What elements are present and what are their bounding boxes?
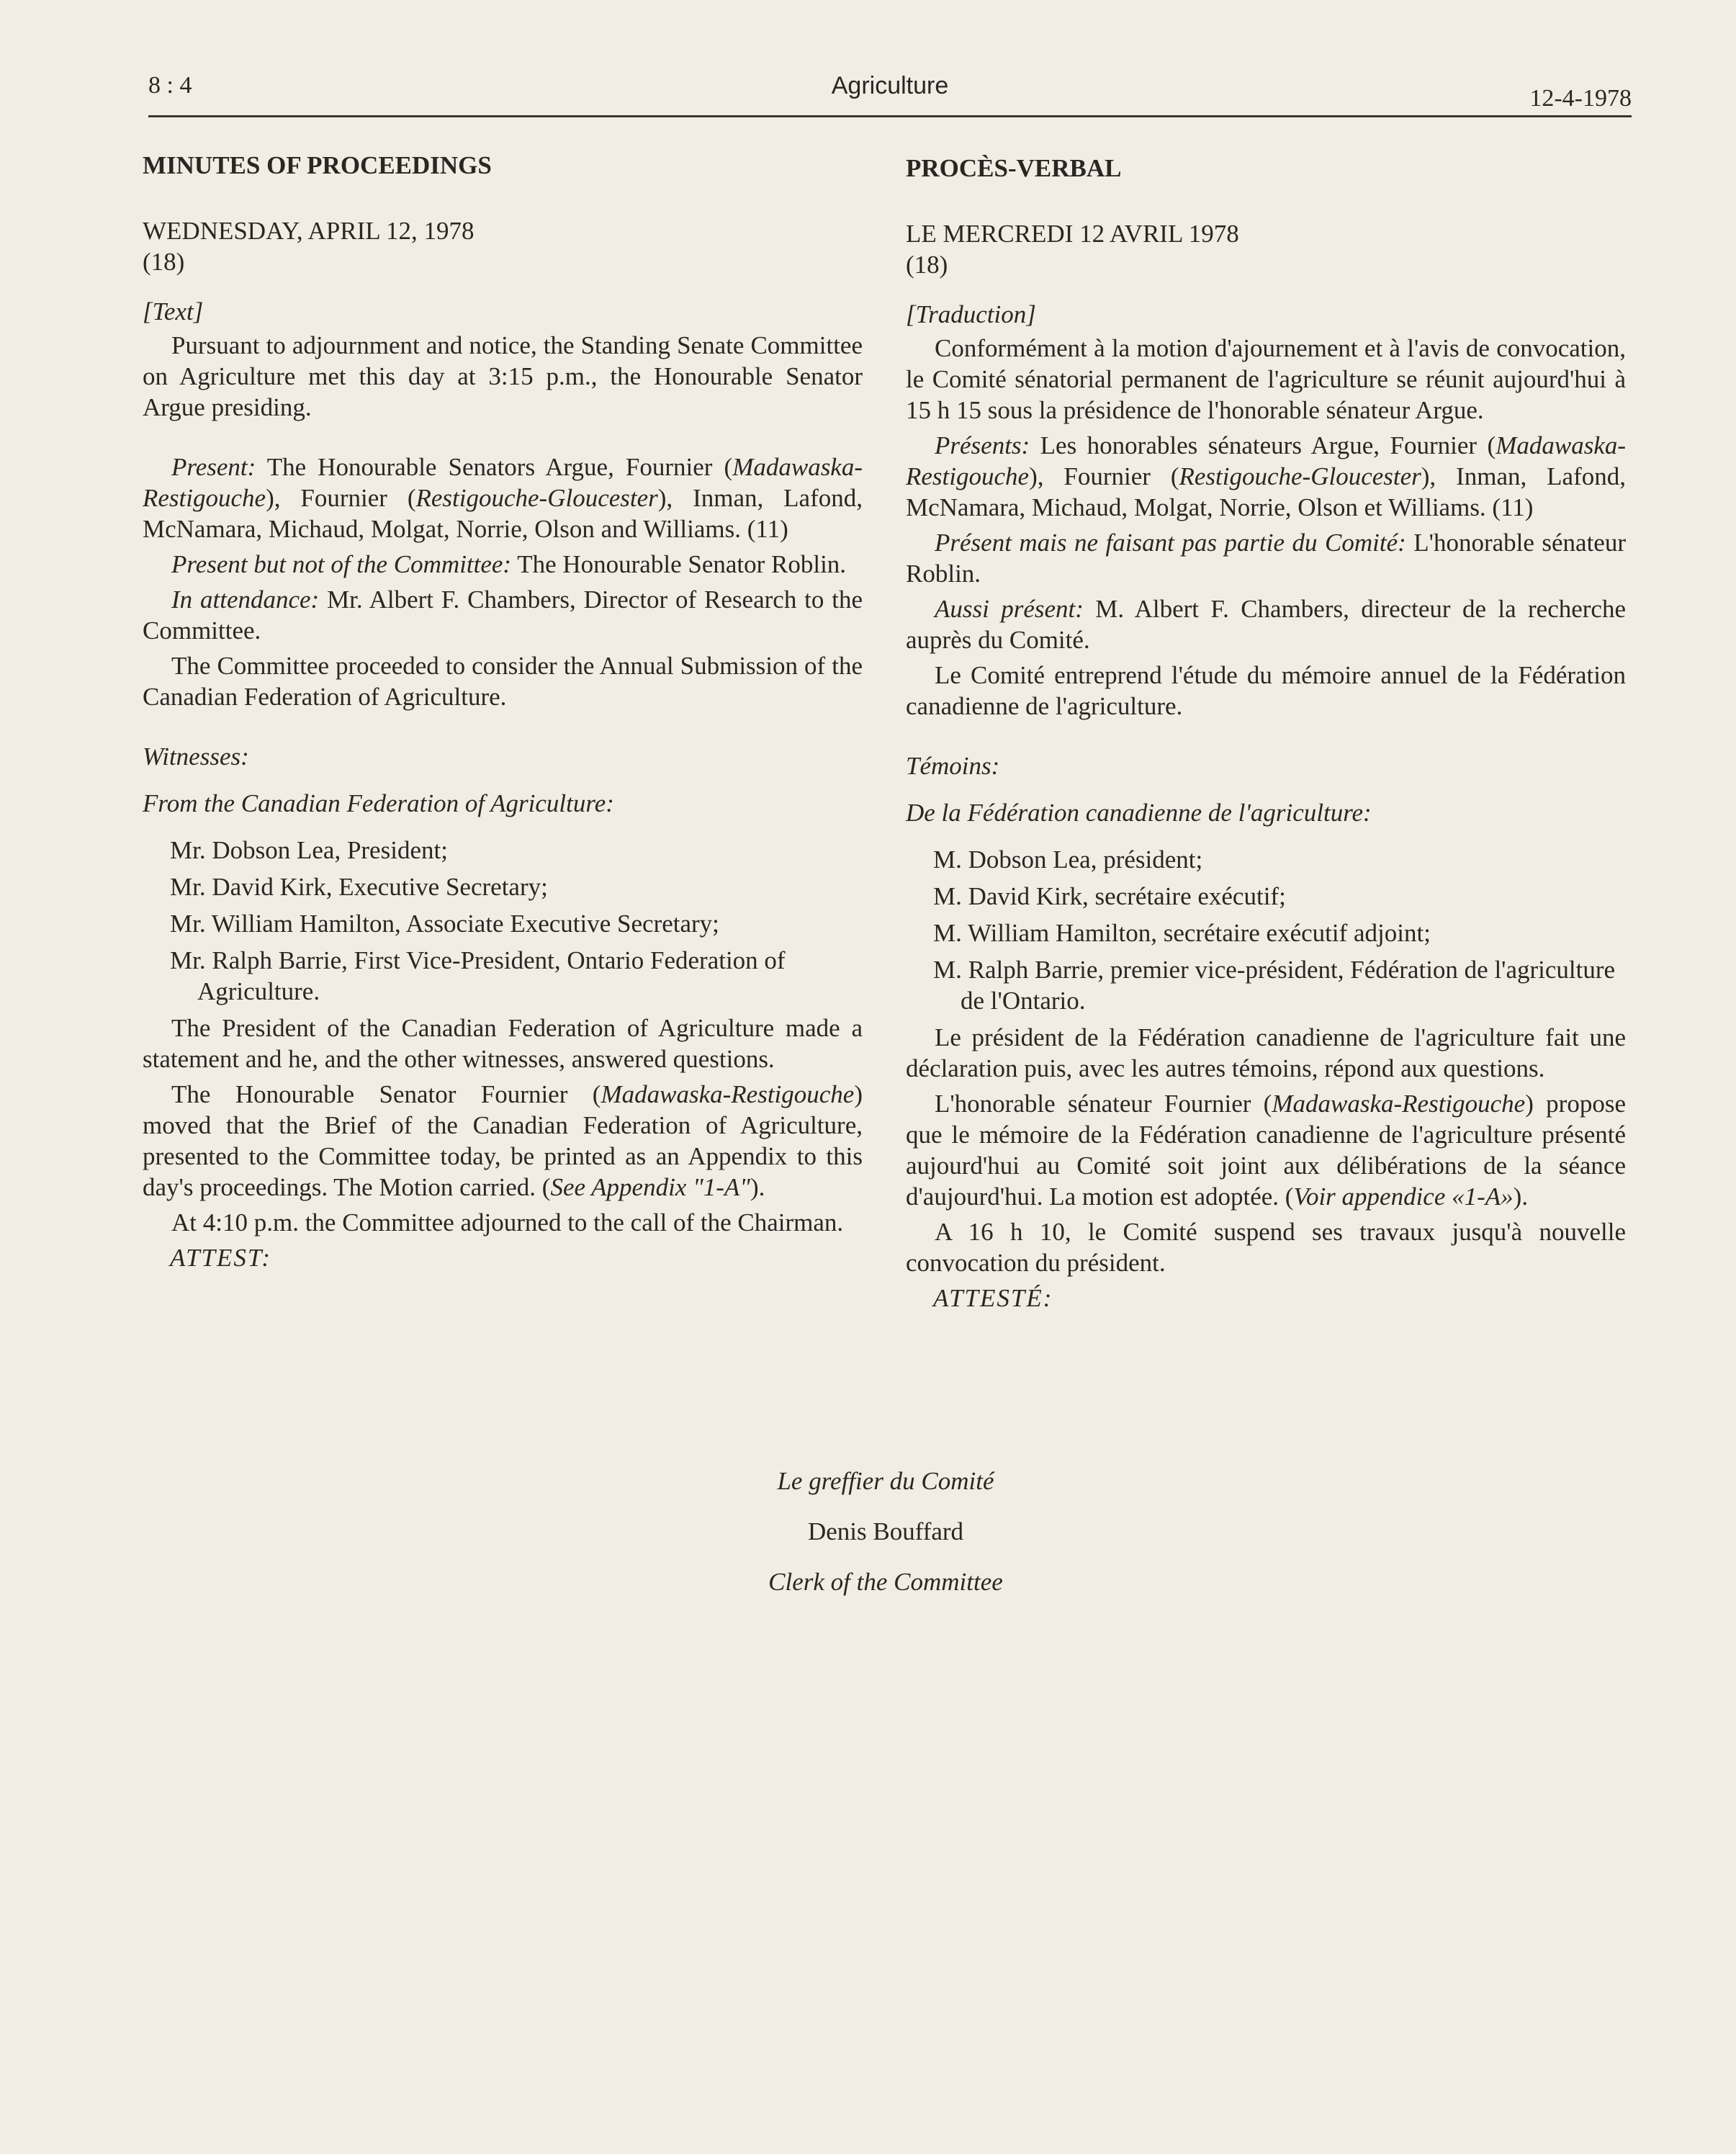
french-motion-text-c: ). <box>1513 1183 1529 1211</box>
french-present-not-text: L'honorable sénateur Roblin. <box>906 529 1626 588</box>
french-motion-see: Voir appendice «1-A» <box>1293 1183 1514 1211</box>
french-present-place1: Madawaska-Restigouche <box>906 431 1626 490</box>
french-present-text-c: ), Inman, Lafond, McNamara, Michaud, Molgat, Norrie, Olson et Williams. (11) <box>906 462 1626 521</box>
clerk-title-en: Clerk of the Committee <box>768 1568 1003 1596</box>
french-sitting-number: (18) <box>906 251 948 279</box>
header-date: 12-4-1978 <box>1529 85 1632 112</box>
english-present-place2: Restigouche-Gloucester <box>415 484 658 512</box>
english-text-tag: [Text] <box>143 297 204 326</box>
french-witness-item: M. Ralph Barrie, premier vice-président, Fédération de l'agriculture de l'Ontario. <box>933 956 1616 1015</box>
english-sitting-number: (18) <box>143 248 185 276</box>
english-statement-paragraph: The President of the Canadian Federation of Agriculture made a statement and he, and the other witnesses, answered questions. <box>143 1014 863 1073</box>
french-present-text-b: ), Fournier ( <box>1029 462 1179 490</box>
english-witness-item: Mr. Ralph Barrie, First Vice-President, Ontario Federation of Agriculture. <box>170 946 786 1005</box>
english-date: WEDNESDAY, APRIL 12, 1978 <box>143 217 475 245</box>
page-header <box>148 72 1632 117</box>
english-attest: ATTEST: <box>170 1244 272 1272</box>
french-present-text-a: Les honorables sénateurs Argue, Fournier ( <box>1030 431 1496 459</box>
page-number: 8 : 4 <box>148 72 192 99</box>
english-present-text-c: ), Inman, Lafond, McNamara, Michaud, Molgat, Norrie, Olson and Williams. (11) <box>143 484 863 543</box>
french-motion-place: Madawaska-Restigouche <box>1272 1090 1526 1118</box>
french-opening-paragraph: Conformément à la motion d'ajournement et à l'avis de convocation, le Comité sénatorial permanent de l'agriculture se réunit aujourd'hui à 15 h 15 sous la présidence de l'honorable sénateur Argue. <box>906 334 1626 424</box>
french-present-label: Présents: <box>935 431 1030 459</box>
english-motion-see: See Appendix "1-A" <box>550 1173 751 1201</box>
header-title: Agriculture <box>831 72 949 99</box>
signature-block <box>648 1456 1123 1607</box>
french-attendance-paragraph <box>906 593 1626 655</box>
clerk-name: Denis Bouffard <box>807 1517 964 1545</box>
french-adjourn-paragraph: A 16 h 10, le Comité suspend ses travaux jusqu'à nouvelle convocation du président. <box>906 1218 1626 1277</box>
english-motion-text-c: ). <box>750 1173 765 1201</box>
english-opening-paragraph: Pursuant to adjournment and notice, the Standing Senate Committee on Agriculture met this day at 3:15 p.m., the Honourable Senator Argue presiding. <box>143 331 863 421</box>
french-attest: ATTESTÉ: <box>933 1284 1053 1312</box>
english-motion-text-b: ) moved that the Brief of the Canadian Federation of Agriculture, presented to the Committee today, be printed as an Appendix to this day's proceedings. The Motion carried. ( <box>143 1080 863 1201</box>
english-attendance-label: In attendance: <box>171 585 320 614</box>
french-motion-paragraph <box>906 1088 1626 1212</box>
english-present-text-b: ), Fournier ( <box>266 484 416 512</box>
english-witness-item: Mr. David Kirk, Executive Secretary; <box>170 873 548 901</box>
french-witnesses-from: De la Fédération canadienne de l'agriculture: <box>906 799 1372 827</box>
french-present-paragraph <box>906 430 1626 523</box>
french-attendance-text: M. Albert F. Chambers, directeur de la recherche auprès du Comité. <box>906 595 1626 654</box>
french-column <box>906 153 1626 1314</box>
french-present-not-paragraph <box>906 527 1626 589</box>
english-present-not-text: The Honourable Senator Roblin. <box>511 550 847 578</box>
english-witness-item: Mr. William Hamilton, Associate Executive Secretary; <box>170 910 719 938</box>
english-witnesses-from: From the Canadian Federation of Agriculture: <box>143 789 614 817</box>
english-present-not-label: Present but not of the Committee: <box>171 550 512 578</box>
english-present-paragraph <box>143 452 863 544</box>
french-present-not-label: Présent mais ne faisant pas partie du Comité: <box>935 529 1406 557</box>
french-witness-item: M. David Kirk, secrétaire exécutif; <box>933 882 1286 910</box>
french-motion-text-a: L'honorable sénateur Fournier ( <box>935 1090 1272 1118</box>
french-text-tag: [Traduction] <box>906 300 1036 328</box>
english-heading: MINUTES OF PROCEEDINGS <box>143 151 492 179</box>
english-motion-text-a: The Honourable Senator Fournier ( <box>171 1080 601 1108</box>
english-motion-paragraph <box>143 1079 863 1203</box>
french-consider-paragraph: Le Comité entreprend l'étude du mémoire annuel de la Fédération canadienne de l'agriculture. <box>906 661 1626 720</box>
french-witnesses-label: Témoins: <box>906 752 1000 780</box>
english-attendance-paragraph <box>143 584 863 646</box>
french-motion-text-b: ) propose que le mémoire de la Fédération canadienne de l'agriculture présenté aujourd'hui au Comité soit joint aux délibérations de la séance d'aujourd'hui. La motion est adoptée. ( <box>906 1090 1626 1211</box>
french-date: LE MERCREDI 12 AVRIL 1978 <box>906 220 1239 248</box>
english-witnesses-label: Witnesses: <box>143 742 249 771</box>
english-present-text-a: The Honourable Senators Argue, Fournier ( <box>256 453 733 481</box>
english-present-place1: Madawaska-Restigouche <box>143 453 863 512</box>
english-adjourn-paragraph: At 4:10 p.m. the Committee adjourned to the call of the Chairman. <box>171 1208 844 1237</box>
french-heading: PROCÈS-VERBAL <box>906 154 1122 182</box>
english-motion-place: Madawaska-Restigouche <box>601 1080 855 1108</box>
french-witness-item: M. William Hamilton, secrétaire exécutif adjoint; <box>933 919 1431 947</box>
english-witness-item: Mr. Dobson Lea, President; <box>170 836 448 864</box>
english-attendance-text: Mr. Albert F. Chambers, Director of Research to the Committee. <box>143 585 863 645</box>
french-witness-item: M. Dobson Lea, président; <box>933 845 1203 874</box>
english-present-not-paragraph <box>143 549 863 580</box>
french-present-place2: Restigouche-Gloucester <box>1179 462 1421 490</box>
english-consider-paragraph: The Committee proceeded to consider the Annual Submission of the Canadian Federation of Agriculture. <box>143 652 863 711</box>
english-present-label: Present: <box>171 453 256 481</box>
clerk-title-fr: Le greffier du Comité <box>777 1467 994 1495</box>
english-column <box>143 150 863 1273</box>
french-statement-paragraph: Le président de la Fédération canadienne de l'agriculture fait une déclaration puis, avec les autres témoins, répond aux questions. <box>906 1023 1626 1082</box>
french-attendance-label: Aussi présent: <box>935 595 1084 623</box>
